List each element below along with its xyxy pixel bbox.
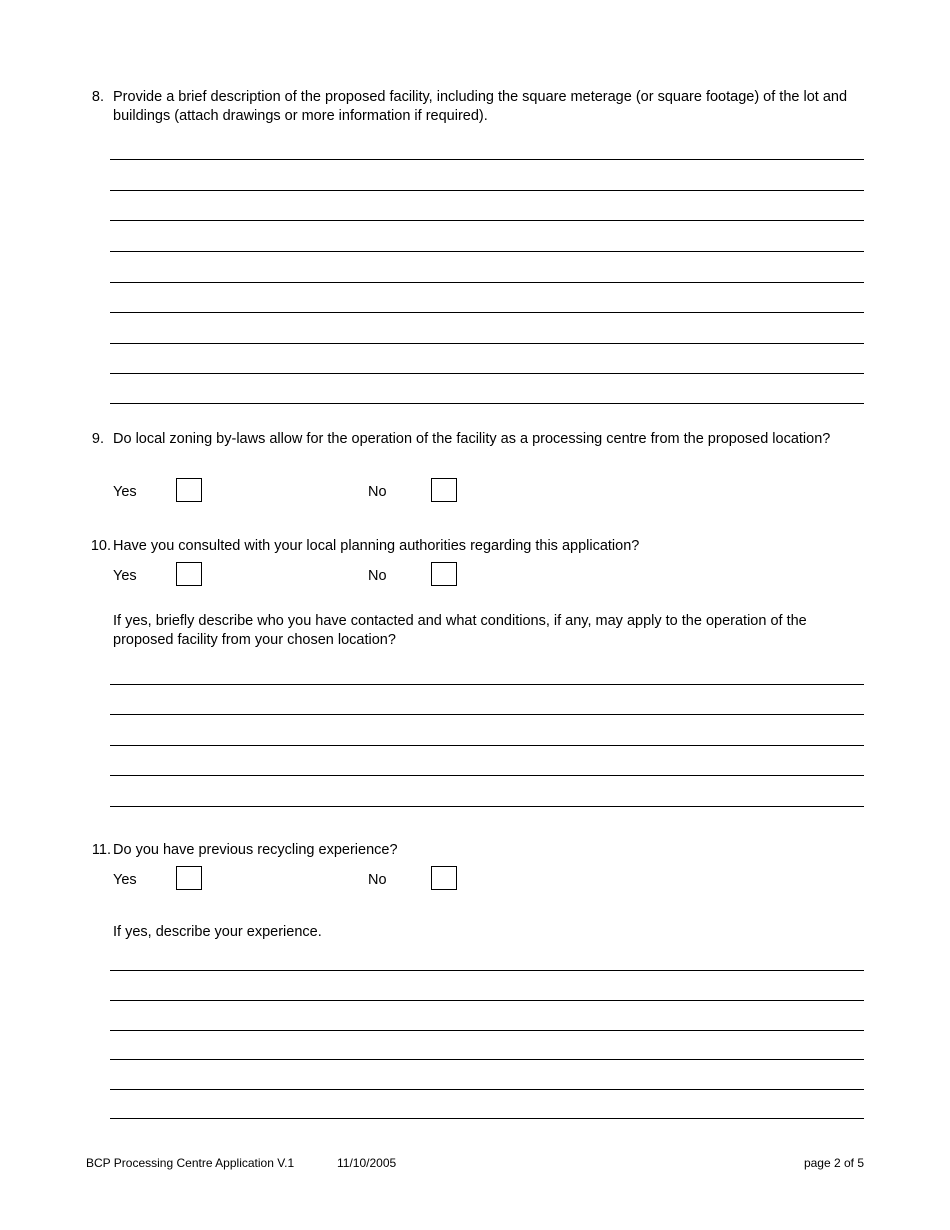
answer-line[interactable]	[110, 312, 864, 313]
q11-number: 11.	[91, 842, 111, 858]
footer-page-number: page 2 of 5	[803, 1156, 864, 1170]
q9-question-text: Do local zoning by-laws allow for the operation of the facility as a processing centre from the proposed location?	[113, 431, 831, 447]
q9-yes-checkbox[interactable]	[176, 478, 202, 502]
q10-yes-checkbox[interactable]	[176, 562, 202, 586]
answer-line[interactable]	[110, 1089, 864, 1090]
footer-date: 11/10/2005	[337, 1156, 397, 1170]
answer-line[interactable]	[110, 159, 864, 160]
answer-line[interactable]	[110, 251, 864, 252]
answer-line[interactable]	[110, 373, 864, 374]
answer-line[interactable]	[110, 1118, 864, 1119]
q9-no-label: No	[368, 484, 387, 500]
answer-line[interactable]	[110, 190, 864, 191]
q9-yes-label: Yes	[113, 484, 137, 500]
footer-document-name: BCP Processing Centre Application V.1	[86, 1156, 295, 1170]
answer-line[interactable]	[110, 1030, 864, 1031]
q11-no-label: No	[368, 872, 387, 888]
answer-line[interactable]	[110, 806, 864, 807]
q11-question-text: Do you have previous recycling experience?	[113, 842, 398, 858]
q10-followup-text: If yes, briefly describe who you have contacted and what conditions, if any, may apply to the operation of the proposed facility from your chosen location?	[113, 613, 807, 648]
q8-number: 8.	[91, 89, 104, 105]
q11-yes-checkbox[interactable]	[176, 866, 202, 890]
answer-line[interactable]	[110, 775, 864, 776]
q11-followup-text: If yes, describe your experience.	[113, 924, 322, 940]
q9-number: 9.	[91, 431, 104, 447]
q8-question-text: Provide a brief description of the proposed facility, including the square meterage (or square footage) of the lot and buildings (attach drawings or more information if required).	[113, 89, 848, 124]
answer-line[interactable]	[110, 1059, 864, 1060]
answer-line[interactable]	[110, 970, 864, 971]
q10-no-label: No	[368, 568, 387, 584]
q10-yes-label: Yes	[113, 568, 137, 584]
answer-line[interactable]	[110, 220, 864, 221]
q11-no-checkbox[interactable]	[431, 866, 457, 890]
q10-question-text: Have you consulted with your local planning authorities regarding this application?	[113, 538, 640, 554]
answer-line[interactable]	[110, 745, 864, 746]
answer-line[interactable]	[110, 282, 864, 283]
answer-line[interactable]	[110, 684, 864, 685]
answer-line[interactable]	[110, 403, 864, 404]
q10-no-checkbox[interactable]	[431, 562, 457, 586]
answer-line[interactable]	[110, 714, 864, 715]
answer-line[interactable]	[110, 343, 864, 344]
q10-number: 10.	[90, 538, 111, 554]
q11-yes-label: Yes	[113, 872, 137, 888]
answer-line[interactable]	[110, 1000, 864, 1001]
q9-no-checkbox[interactable]	[431, 478, 457, 502]
